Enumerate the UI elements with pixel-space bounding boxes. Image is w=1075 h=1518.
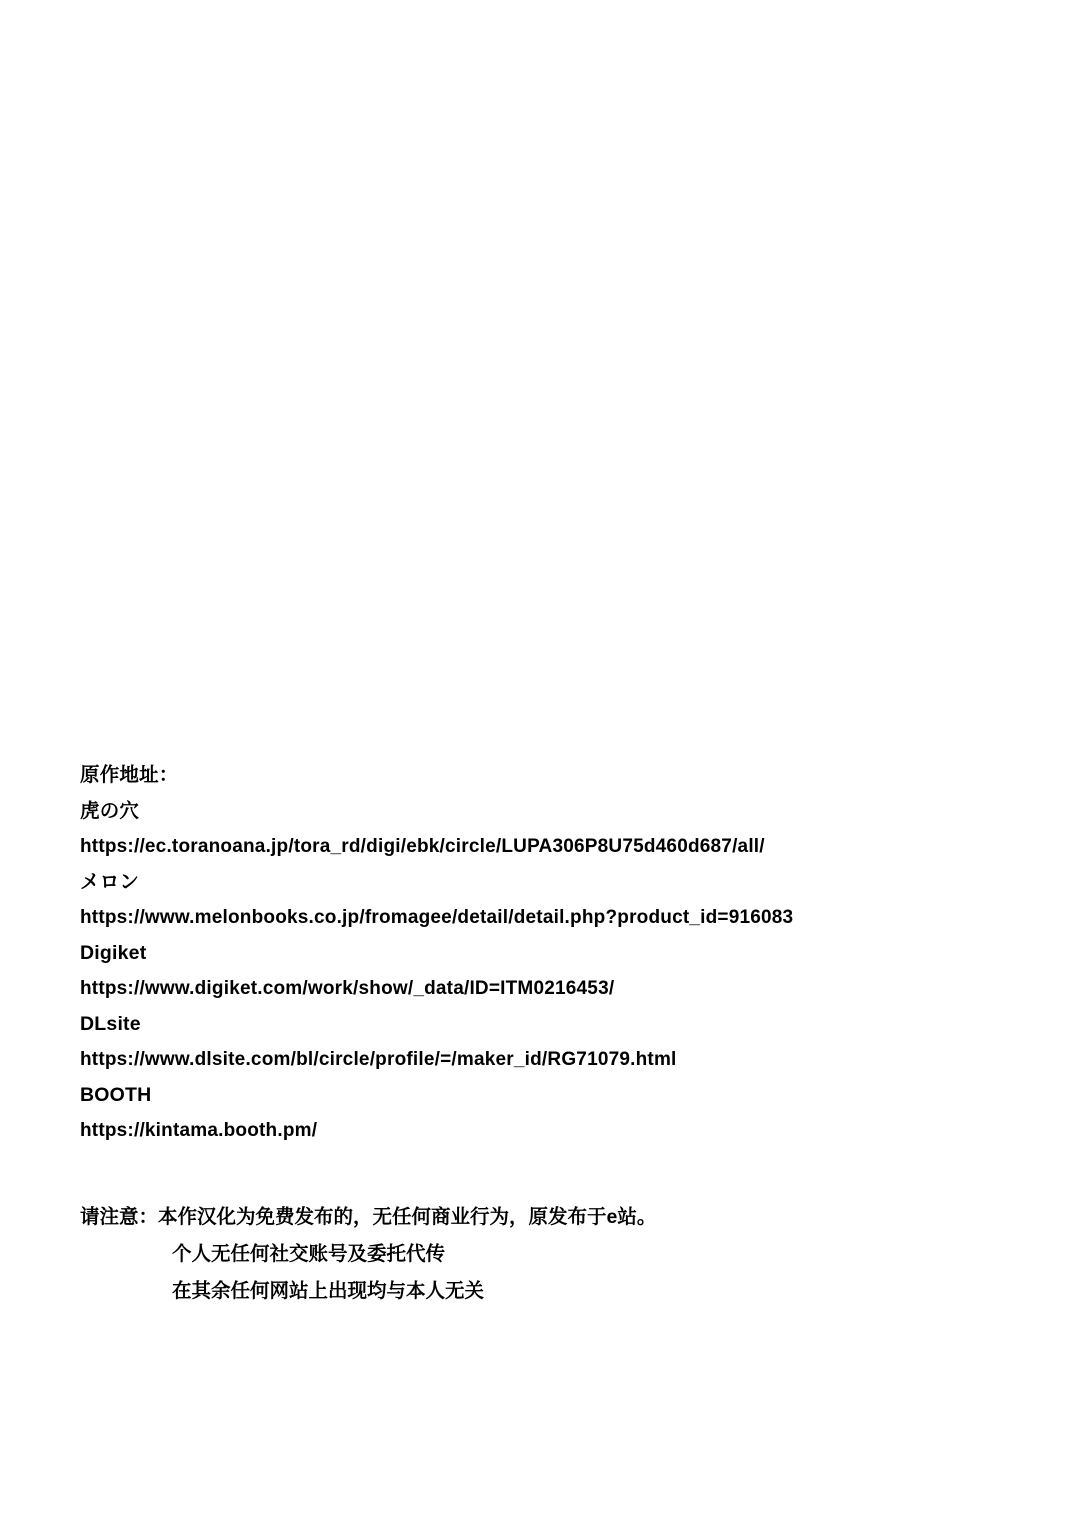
credit-site-url[interactable]: https://www.melonbooks.co.jp/fromagee/detail/detail.php?product_id=916083	[80, 907, 794, 928]
credit-site-url[interactable]: https://kintama.booth.pm/	[80, 1120, 318, 1141]
notice-line-tertiary: 在其余任何网站上出现均与本人无关	[172, 1280, 485, 1302]
credits-block	[80, 758, 1010, 1149]
credit-site-name: Digiket	[80, 941, 147, 964]
credit-site-name: BOOTH	[80, 1083, 152, 1106]
notice-line-secondary: 个人无任何社交账号及委托代传	[172, 1243, 446, 1265]
credit-site-url[interactable]: https://www.dlsite.com/bl/circle/profile/=/maker_id/RG71079.html	[80, 1049, 677, 1070]
notice-block	[80, 1199, 1010, 1310]
credit-site-url[interactable]: https://www.digiket.com/work/show/_data/ID=ITM0216453/	[80, 978, 615, 999]
credit-site-name: メロン	[80, 870, 140, 893]
credit-site-name: 虎の穴	[80, 799, 140, 822]
notice-line-primary: 请注意：本作汉化为免费发布的，无任何商业行为，原发布于e站。	[80, 1206, 657, 1228]
credit-site-name: DLsite	[80, 1012, 141, 1035]
credit-site-url[interactable]: https://ec.toranoana.jp/tora_rd/digi/ebk/circle/LUPA306P8U75d460d687/all/	[80, 836, 765, 857]
credits-heading: 原作地址：	[80, 764, 179, 786]
